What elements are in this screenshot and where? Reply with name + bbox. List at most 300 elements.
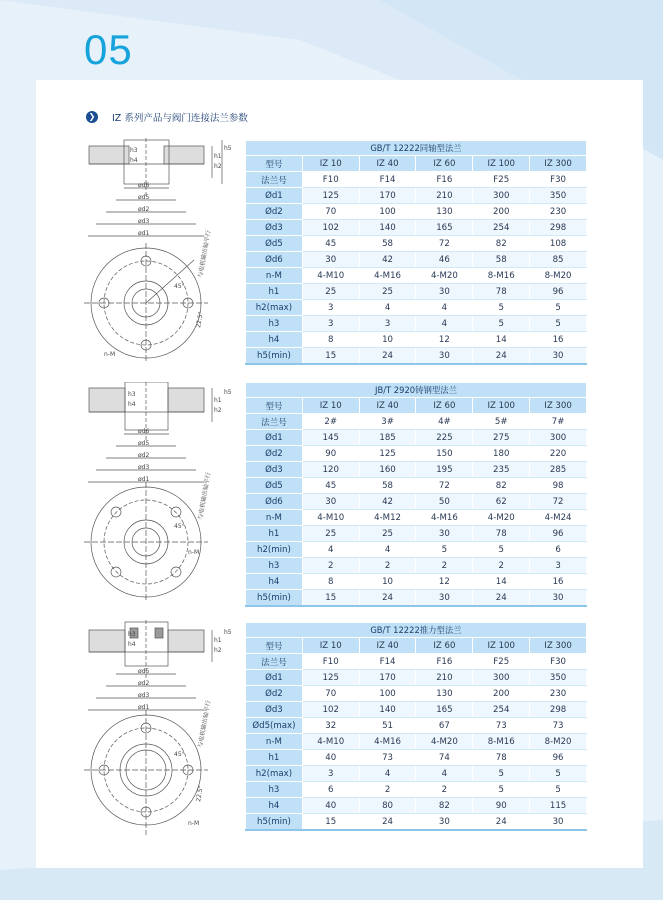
table-cell: 130 [416, 686, 473, 702]
dim-label: h5 [224, 389, 232, 396]
table-row [246, 654, 587, 670]
row-label: h3 [246, 558, 303, 574]
flange-table-2 [245, 382, 587, 607]
table-cell: 12 [416, 574, 473, 590]
row-label: h4 [246, 332, 303, 348]
flange-drawing-1 [84, 138, 242, 368]
dim-label: ød2 [138, 680, 150, 687]
table-cell: 25 [359, 526, 416, 542]
model-header: IZ 40 [359, 156, 416, 172]
table-body [246, 414, 587, 607]
table-cell: 230 [530, 686, 587, 702]
table-row [246, 414, 587, 430]
table-cell: 25 [359, 284, 416, 300]
row-label: h5(min) [246, 348, 303, 365]
table-cell: 4 [359, 300, 416, 316]
table-cell: 82 [473, 478, 530, 494]
table-cell: 78 [473, 284, 530, 300]
model-header: IZ 10 [302, 638, 359, 654]
table-cell: 72 [416, 478, 473, 494]
row-label: h3 [246, 316, 303, 332]
model-header: IZ 300 [530, 156, 587, 172]
table-row [246, 782, 587, 798]
drawing-annotation: 45° [174, 751, 185, 758]
table-cell: 74 [416, 750, 473, 766]
model-header: IZ 100 [473, 156, 530, 172]
table-cell: 70 [302, 686, 359, 702]
table-cell: 72 [530, 494, 587, 510]
table-cell: 30 [416, 526, 473, 542]
table-row [246, 172, 587, 188]
table-cell: 67 [416, 718, 473, 734]
table-cell: 102 [302, 220, 359, 236]
table-row [246, 558, 587, 574]
dim-label: h1 [214, 153, 222, 160]
drawing-annotation: 45° [174, 283, 185, 290]
model-header: IZ 300 [530, 638, 587, 654]
table-cell: 96 [530, 526, 587, 542]
table-cell: F16 [416, 654, 473, 670]
table-cell: 170 [359, 670, 416, 686]
table-cell: 4 [416, 316, 473, 332]
row-label: h2(min) [246, 542, 303, 558]
table-cell: 8-M16 [473, 268, 530, 284]
table-cell: 72 [416, 236, 473, 252]
table-cell: F25 [473, 654, 530, 670]
table-cell: 254 [473, 220, 530, 236]
table-row [246, 348, 587, 365]
table-cell: 8-M16 [473, 734, 530, 750]
table-cell: 254 [473, 702, 530, 718]
dim-label: ød5 [138, 668, 150, 675]
row-label: Ød2 [246, 686, 303, 702]
table-cell: 30 [416, 590, 473, 607]
table-cell: 160 [359, 462, 416, 478]
table-cell: 145 [302, 430, 359, 446]
table-cell: 5 [473, 300, 530, 316]
row-label: Ød1 [246, 430, 303, 446]
table-cell: 96 [530, 284, 587, 300]
row-label: h2(max) [246, 300, 303, 316]
table-row [246, 220, 587, 236]
table-cell: 98 [530, 478, 587, 494]
table-row [246, 188, 587, 204]
table-cell: 2# [302, 414, 359, 430]
table-cell: 30 [530, 814, 587, 831]
table-cell: 140 [359, 702, 416, 718]
model-header: IZ 100 [473, 398, 530, 414]
table-cell: 300 [473, 670, 530, 686]
row-label: Ød6 [246, 252, 303, 268]
table-cell: 5 [473, 766, 530, 782]
drawing-annotation: 22.5° [195, 785, 205, 803]
row-label: Ød5(max) [246, 718, 303, 734]
table-row [246, 284, 587, 300]
table-cell: 16 [530, 574, 587, 590]
table-cell: 15 [302, 348, 359, 365]
table-cell: 10 [359, 332, 416, 348]
section-title: IZ 系列产品与阀门连接法兰参数 [112, 113, 248, 124]
table-cell: 30 [416, 348, 473, 365]
model-header: IZ 100 [473, 638, 530, 654]
table-cell: 165 [416, 702, 473, 718]
table-row [246, 462, 587, 478]
dim-label: h4 [128, 401, 136, 408]
table-cell: 120 [302, 462, 359, 478]
section-heading [86, 110, 248, 124]
model-header: IZ 10 [302, 156, 359, 172]
dim-label: ød3 [138, 692, 150, 699]
table-cell: 200 [473, 204, 530, 220]
table-cell: 85 [530, 252, 587, 268]
dim-label: ød3 [138, 464, 150, 471]
dim-label: ød6 [138, 182, 150, 189]
table-cell: 40 [302, 798, 359, 814]
table-cell: 3 [302, 300, 359, 316]
table-cell: 5 [530, 300, 587, 316]
table-cell: 8-M20 [530, 734, 587, 750]
table-row [246, 686, 587, 702]
table-cell: 4-M10 [302, 510, 359, 526]
row-label: h1 [246, 526, 303, 542]
table-cell: 4-M24 [530, 510, 587, 526]
dim-label: h1 [214, 637, 222, 644]
row-label: h1 [246, 750, 303, 766]
row-label: 法兰号 [246, 654, 303, 670]
table-cell: 125 [302, 670, 359, 686]
table-cell: 4-M16 [359, 268, 416, 284]
table-cell: 220 [530, 446, 587, 462]
table-cell: 14 [473, 574, 530, 590]
table-cell: 24 [359, 814, 416, 831]
table-cell: 45 [302, 236, 359, 252]
table-cell: 40 [302, 750, 359, 766]
table-cell: 170 [359, 188, 416, 204]
table-cell: 230 [530, 204, 587, 220]
table-row [246, 316, 587, 332]
table-cell: F16 [416, 172, 473, 188]
table-cell: 51 [359, 718, 416, 734]
table-row [246, 204, 587, 220]
table-cell: F10 [302, 654, 359, 670]
table-row [246, 268, 587, 284]
row-label: Ød5 [246, 478, 303, 494]
table-cell: 275 [473, 430, 530, 446]
dim-label: h2 [214, 647, 222, 654]
table-title: JB/T 2920铸钢型法兰 [246, 383, 587, 398]
table-cell: 298 [530, 702, 587, 718]
table-row [246, 766, 587, 782]
table-row [246, 670, 587, 686]
dim-label: h1 [214, 397, 222, 404]
table-cell: 5# [473, 414, 530, 430]
table-cell: 78 [473, 526, 530, 542]
table-title: GB/T 12222同轴型法兰 [246, 141, 587, 156]
row-label: h1 [246, 284, 303, 300]
dim-label: h2 [214, 163, 222, 170]
table-title: GB/T 12222推力型法兰 [246, 623, 587, 638]
table-cell: 2 [416, 782, 473, 798]
model-header: IZ 60 [416, 156, 473, 172]
dim-label: h5 [224, 629, 232, 636]
row-label: h4 [246, 798, 303, 814]
table-cell: 102 [302, 702, 359, 718]
table-cell: 6 [302, 782, 359, 798]
dim-label: h3 [128, 391, 136, 398]
table-cell: 4-M10 [302, 734, 359, 750]
row-label: Ød2 [246, 204, 303, 220]
table-cell: 200 [473, 686, 530, 702]
table-cell: 4-M16 [416, 510, 473, 526]
table-row [246, 750, 587, 766]
drawing-annotation: n-M [188, 820, 200, 827]
table-row [246, 300, 587, 316]
table-cell: 210 [416, 188, 473, 204]
table-cell: 73 [473, 718, 530, 734]
table-cell: 25 [302, 526, 359, 542]
table-cell: 62 [473, 494, 530, 510]
table-cell: 3 [359, 316, 416, 332]
table-cell: 24 [473, 590, 530, 607]
table-row [246, 494, 587, 510]
row-label: Ød2 [246, 446, 303, 462]
table-cell: 30 [302, 252, 359, 268]
table-cell: 5 [416, 542, 473, 558]
flange-drawing-2 [84, 382, 242, 607]
dim-label: ød1 [138, 476, 150, 483]
dim-label: ød5 [138, 440, 150, 447]
table-cell: 165 [416, 220, 473, 236]
table-row [246, 430, 587, 446]
model-header: IZ 10 [302, 398, 359, 414]
table-cell: F30 [530, 654, 587, 670]
table-row [246, 734, 587, 750]
dim-label: h3 [128, 631, 136, 638]
table-cell: 3 [302, 766, 359, 782]
table-cell: 24 [359, 348, 416, 365]
table-row [246, 718, 587, 734]
table-cell: 4 [359, 766, 416, 782]
model-header: IZ 300 [530, 398, 587, 414]
table-cell: 4-M20 [416, 268, 473, 284]
dim-label: h5 [224, 145, 232, 152]
table-cell: 96 [530, 750, 587, 766]
row-label: 法兰号 [246, 414, 303, 430]
table-cell: 125 [359, 446, 416, 462]
dim-label: h2 [214, 407, 222, 414]
table-row [246, 446, 587, 462]
row-label: Ød3 [246, 702, 303, 718]
drawing-annotation: 45° [174, 523, 185, 530]
table-cell: 210 [416, 670, 473, 686]
table-cell: 30 [416, 284, 473, 300]
table-cell: 4# [416, 414, 473, 430]
flange-table-1 [245, 140, 587, 365]
table-row [246, 702, 587, 718]
table-cell: 14 [473, 332, 530, 348]
table-cell: 50 [416, 494, 473, 510]
table-cell: 3 [302, 316, 359, 332]
table-row [246, 798, 587, 814]
flange-drawing-3 [84, 620, 242, 845]
table-cell: 5 [473, 316, 530, 332]
table-cell: 300 [473, 188, 530, 204]
table-cell: 73 [530, 718, 587, 734]
table-cell: 350 [530, 670, 587, 686]
table-cell: 5 [530, 316, 587, 332]
table-cell: 150 [416, 446, 473, 462]
table-cell: 3# [359, 414, 416, 430]
table-cell: 42 [359, 494, 416, 510]
table-cell: F25 [473, 172, 530, 188]
row-label: Ød1 [246, 188, 303, 204]
row-label: h3 [246, 782, 303, 798]
table-cell: 2 [416, 558, 473, 574]
table-cell: 12 [416, 332, 473, 348]
table-row [246, 236, 587, 252]
table-cell: 225 [416, 430, 473, 446]
table-cell: 82 [416, 798, 473, 814]
table-cell: 45 [302, 478, 359, 494]
row-label: n-M [246, 734, 303, 750]
table-cell: 3 [530, 558, 587, 574]
table-cell: 30 [530, 348, 587, 365]
table-cell: 2 [302, 558, 359, 574]
dim-label: ød5 [138, 194, 150, 201]
table-cell: 15 [302, 814, 359, 831]
dim-label: h4 [128, 641, 136, 648]
table-cell: 46 [416, 252, 473, 268]
table-cell: 24 [473, 814, 530, 831]
table-cell: 42 [359, 252, 416, 268]
table-cell: 30 [530, 590, 587, 607]
table-cell: 5 [473, 782, 530, 798]
table-cell: 80 [359, 798, 416, 814]
table-cell: 5 [530, 782, 587, 798]
table-cell: 58 [473, 252, 530, 268]
table-cell: 5 [530, 766, 587, 782]
table-cell: F30 [530, 172, 587, 188]
table-cell: 7# [530, 414, 587, 430]
table-cell: 32 [302, 718, 359, 734]
table-row [246, 252, 587, 268]
table-cell: 100 [359, 686, 416, 702]
model-header: IZ 60 [416, 398, 473, 414]
table-body [246, 172, 587, 365]
model-header: IZ 40 [359, 398, 416, 414]
table-cell: F14 [359, 654, 416, 670]
dim-label: h4 [130, 157, 138, 164]
dim-label: ød2 [138, 206, 150, 213]
table-cell: 82 [473, 236, 530, 252]
dim-label: ød6 [138, 428, 150, 435]
table-cell: F14 [359, 172, 416, 188]
table-cell: 8-M20 [530, 268, 587, 284]
table-cell: 2 [473, 558, 530, 574]
table-cell: 180 [473, 446, 530, 462]
drawing-annotation: n-M [188, 549, 200, 556]
chevron-right-icon: ❯ [86, 111, 98, 123]
dim-label: ød1 [138, 704, 150, 711]
table-cell: 4-M12 [359, 510, 416, 526]
table-cell: 300 [530, 430, 587, 446]
table-cell: 4-M20 [473, 510, 530, 526]
table-cell: 298 [530, 220, 587, 236]
table-cell: 24 [359, 590, 416, 607]
table-cell: 4-M16 [359, 734, 416, 750]
table-body [246, 654, 587, 831]
row-label: Ød3 [246, 462, 303, 478]
row-label: Ød3 [246, 220, 303, 236]
table-cell: 140 [359, 220, 416, 236]
header-label: 型号 [246, 156, 303, 172]
table-cell: 15 [302, 590, 359, 607]
table-cell: 16 [530, 332, 587, 348]
table-row [246, 332, 587, 348]
table-cell: 115 [530, 798, 587, 814]
row-label: h2(max) [246, 766, 303, 782]
table-cell: 235 [473, 462, 530, 478]
table-cell: 73 [359, 750, 416, 766]
drawing-annotation: 22.5° [195, 311, 205, 329]
table-cell: 185 [359, 430, 416, 446]
table-cell: 8 [302, 574, 359, 590]
table-row [246, 478, 587, 494]
header-label: 型号 [246, 638, 303, 654]
table-row [246, 526, 587, 542]
table-cell: 6 [530, 542, 587, 558]
row-label: h5(min) [246, 590, 303, 607]
dim-label: h3 [130, 147, 138, 154]
row-label: Ød1 [246, 670, 303, 686]
table-cell: 10 [359, 574, 416, 590]
table-cell: 24 [473, 348, 530, 365]
row-label: h4 [246, 574, 303, 590]
model-header: IZ 40 [359, 638, 416, 654]
table-cell: 130 [416, 204, 473, 220]
dim-label: ød1 [138, 230, 150, 237]
row-label: n-M [246, 268, 303, 284]
table-cell: 5 [473, 542, 530, 558]
table-cell: F10 [302, 172, 359, 188]
table-cell: 25 [302, 284, 359, 300]
table-cell: 350 [530, 188, 587, 204]
model-header: IZ 60 [416, 638, 473, 654]
table-cell: 30 [302, 494, 359, 510]
table-cell: 4 [302, 542, 359, 558]
table-row [246, 574, 587, 590]
table-cell: 2 [359, 782, 416, 798]
table-cell: 125 [302, 188, 359, 204]
table-cell: 108 [530, 236, 587, 252]
table-cell: 8 [302, 332, 359, 348]
table-row [246, 590, 587, 607]
row-label: 法兰号 [246, 172, 303, 188]
table-cell: 78 [473, 750, 530, 766]
drawing-annotation: 与电机输出轴平行 [197, 229, 213, 279]
table-cell: 4-M10 [302, 268, 359, 284]
table-row [246, 814, 587, 831]
header-label: 型号 [246, 398, 303, 414]
drawing-annotation: 与电机输出轴平行 [197, 471, 213, 521]
table-row [246, 542, 587, 558]
dim-label: ød2 [138, 452, 150, 459]
table-cell: 285 [530, 462, 587, 478]
row-label: h5(min) [246, 814, 303, 831]
table-cell: 4 [416, 766, 473, 782]
drawing-annotation: n-M [104, 351, 116, 358]
table-cell: 70 [302, 204, 359, 220]
